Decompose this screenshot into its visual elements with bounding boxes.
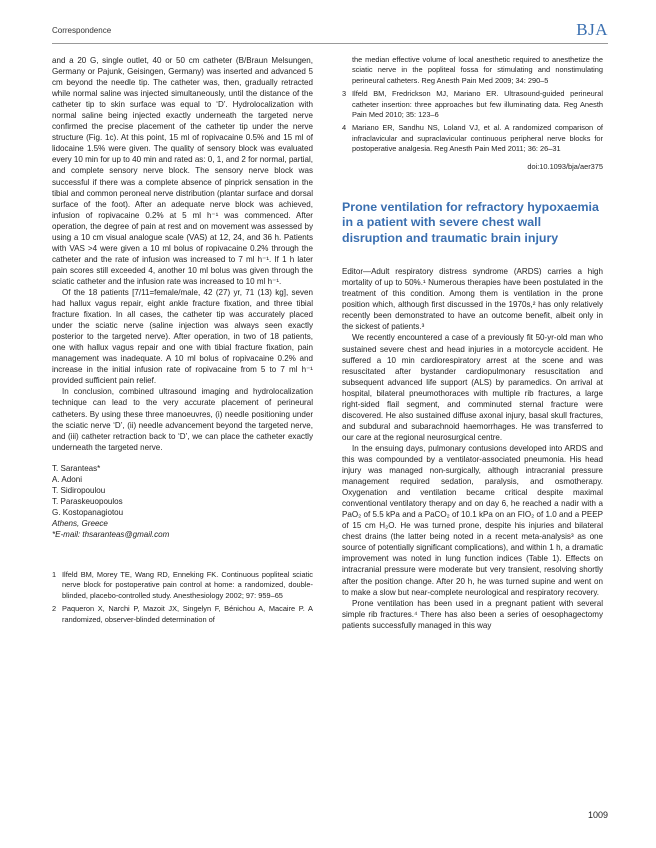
article-title: Prone ventilation for refractory hypoxaemia in a patient with severe chest wall disruption and traumatic brain injury bbox=[342, 199, 599, 245]
reference-item bbox=[52, 604, 313, 625]
body-paragraph: In conclusion, combined ultrasound imaging and hydrolocalization technique can lead to the very accurate placement of perineural catheters. By using these three manoeuvres, (i) needle positioning under the sciatic nerve ‘D’, (ii) needle advancement beyond the targeted nerve, and (iii) catheter retraction back to ‘D’, we can place the catheter exactly underneath the targeted nerve. bbox=[52, 387, 313, 452]
header-rule bbox=[52, 43, 608, 44]
body-paragraph: Of the 18 patients [7/11=female/male, 42 (27) yr, 71 (13) kg], seven had hallux vagus repair, eight ankle fracture fixation, and three tibial fracture fixation. In all cases, the catheter tip was accurately placed under the sciatic nerve (saline injection was always seen exactly posterior to the targeted nerve). After operation, in two of 18 patients, one with hallux vagus repair and one with tibial fracture fixation, pain management was inadequate. A 10 ml bolus of ropivacaine 0.2% and increase in the initial infusion rate of ropivacaine from 5 to 7 ml h⁻¹ provided sufficient pain relief. bbox=[52, 287, 313, 386]
section-label: Correspondence bbox=[52, 26, 112, 35]
journal-logo: BJA bbox=[576, 20, 608, 39]
body-paragraph: In the ensuing days, pulmonary contusions developed into ARDS and this was compounded by a ventilator-associated pneumonia. His head injury was managed non-surgically, although intracranial pressure management required sedation, paralysis, and osmotherapy. Oxygenation and ventilation became critical despite maximal conventional ventilatory therapy and on day 6, he reached a nadir with a PaO₂ of 5.5 kPa and a PaCO₂ of 10.1 kPa on an FIO₂ of 1.0 and a PEEP of 15 cm H₂O. He was turned prone, despite his injuries and bilateral chest drains (the latter being noted in a recent meta-analysis³ as one source of potentially significant complications), and within 1 h, a dramatic improvement was noted in lung function indices (Table 1). Effects on intracranial pressure were moderate but very transient, resolving shortly after the position change. After 20 h, he was turned supine and went on to make a slow but near-complete neurological and respiratory recovery. bbox=[342, 443, 603, 597]
page-header bbox=[52, 20, 608, 42]
reference-list bbox=[52, 570, 313, 625]
reference-item bbox=[52, 570, 313, 601]
body-paragraph: and a 20 G, single outlet, 40 or 50 cm catheter (B/Braun Melsungen, Germany or Pajunk, Geisingen, Germany) was inserted and advanced 5 cm beyond the needle tip. The catheter was, then, gradually retracted while normal saline was injected simultaneously, until the distance of the catheter tip to skin surface was equal to ‘D’. Hydrolocalization with normal saline being injected exactly underneath the targeted nerve confirmed the precise placement of the catheter tip under the nerve structure (Fig. 1c). At this point, 15 ml of ropivacaine 0.5% and 15 ml of lidocaine 1.5% were given. The quality of sensory block was evaluated every 10 min for up to 40 min and rated as: 0, 1, and 2 for normal, partial, and complete sensory nerve block. The sensory nerve block was successful if there was a complete absence of pinprick sensation in the tibial and common peroneal nerve distribution (plantar surface and dorsal surface of the foot). After an adequate nerve block was achieved, infusion of ropivacaine 0.2% at 5 ml h⁻¹ was commenced. After operation, the degree of pain at rest and on movement was assessed by using a 10 cm visual analogue scale (VAS) at 12, 24, and 36 h. Patients with VAS >4 were given a 10 ml bolus of ropivacaine 0.2% through the catheter and the rate of infusion was increased to 7 ml h⁻¹. If 1 h later pain scores still exceeded 4, another 10 ml bolus was given through the sciatic catheter and the infusion rate was increased to 10 ml h⁻¹. bbox=[52, 56, 313, 286]
left-column bbox=[52, 55, 313, 628]
author-name: T. Sidiropoulou bbox=[52, 485, 106, 495]
reference-text: Ilfeld BM, Morey TE, Wang RD, Enneking FK. Continuous popliteal sciatic nerve block for postoperative pain control at home: a randomized, double-blinded, placebo-controlled study. Anesthesiology 2002; 97: 959–65 bbox=[62, 570, 313, 600]
body-paragraph: We recently encountered a case of a previously fit 50-yr-old man who sustained severe chest and head injuries in a motorcycle accident. He suffered a 10 min cardiorespiratory arrest at the scene and was resuscitated after bystander cardiopulmonary resuscitation and subsequent advanced life support (ALS) by paramedics. On arrival at hospital, bilateral pneumothoraces with multiple rib fractures, a large right-sided flail segment, and comminuted sternal fracture were discovered. He also sustained diffuse axonal injury, basal skull fractures, and subdural and subarachnoid haemorrhages. He was transferred to our care at the regional neurosurgical centre. bbox=[342, 333, 603, 442]
reference-text: Mariano ER, Sandhu NS, Loland VJ, et al. A randomized comparison of infraclavicular and supraclavicular continuous peripheral nerve blocks for postoperative analgesia. Reg Anesth Pain Med 2011; 36: 26–31 bbox=[352, 123, 603, 154]
author-name: T. Paraskeuopoulos bbox=[52, 496, 123, 506]
reference-list-continued bbox=[342, 55, 603, 155]
reference-text: Ilfeld BM, Fredrickson MJ, Mariano ER. Ultrasound-guided perineural catheter insertion: three approaches but few illuminating data. Reg Anesth Pain Med 2010; 35: 123–6 bbox=[352, 89, 603, 120]
body-paragraph: Prone ventilation has been used in a pregnant patient with several simple rib fractures.⁴ There has also been a series of oesophagectomy patients successfully managed in this way bbox=[342, 598, 603, 630]
reference-number: 2 bbox=[52, 604, 57, 614]
author-name: G. Kostopanagiotou bbox=[52, 507, 124, 517]
author-email: *E-mail: thsaranteas@gmail.com bbox=[52, 529, 170, 539]
reference-number: 3 bbox=[342, 89, 347, 99]
right-column bbox=[342, 55, 603, 631]
body-paragraph: Editor—Adult respiratory distress syndrome (ARDS) carries a high mortality of up to 50%.¹ Numerous therapies have been postulated in the treatment of this condition. Among them is ventilation in the prone position which, although first discussed in the 1970s,² has only relatively recently been demonstrated to have an outcome benefit, albeit only in the sickest of patients.³ bbox=[342, 267, 603, 332]
author-name: T. Saranteas* bbox=[52, 463, 101, 473]
doi-link[interactable]: doi:10.1093/bja/aer375 bbox=[527, 161, 603, 171]
author-affiliation: Athens, Greece bbox=[52, 518, 108, 528]
reference-number: 1 bbox=[52, 570, 57, 580]
page-number: 1009 bbox=[587, 810, 608, 820]
reference-item bbox=[342, 123, 603, 154]
reference-text: Paqueron X, Narchi P, Mazoit JX, Singelyn F, Bénichou A, Macaire P. A randomized, observer-blinded determination of bbox=[62, 604, 313, 624]
author-name: A. Adoni bbox=[52, 474, 82, 484]
reference-item bbox=[342, 89, 603, 120]
reference-number: 4 bbox=[342, 123, 347, 133]
reference-text: the median effective volume of local anesthetic required to anesthetize the sciatic nerve in the popliteal fossa for stimulating and nonstimulating perineural catheters. Reg Anesth Pain Med 2009; 34: 290–5 bbox=[352, 55, 603, 85]
reference-item bbox=[342, 55, 603, 86]
author-list bbox=[52, 463, 313, 540]
